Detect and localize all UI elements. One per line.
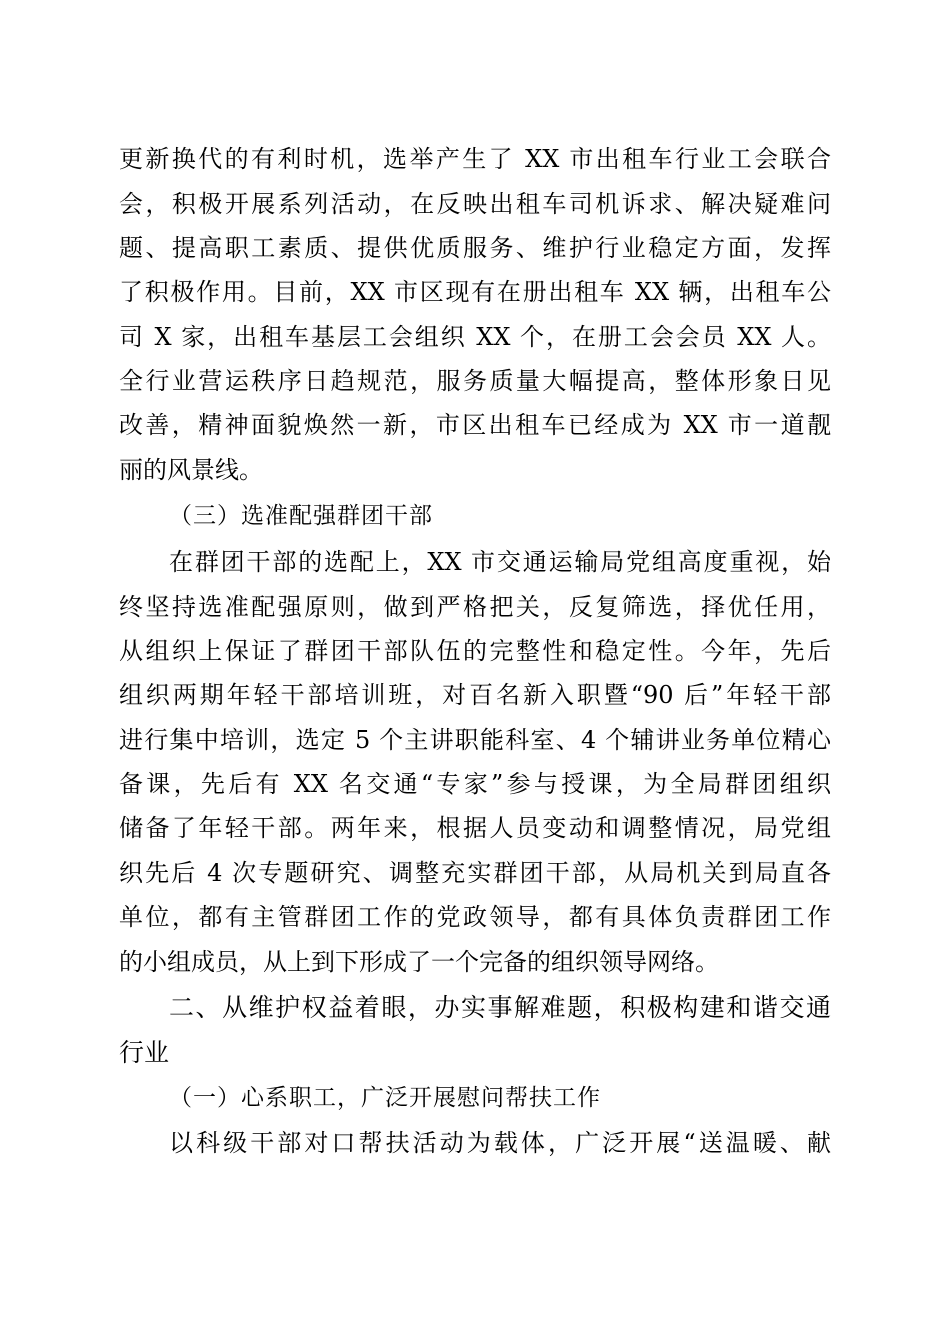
- paragraph-2-line-4: 组织两期年轻干部培训班，对百名新入职暨“90 后”年轻干部: [119, 681, 831, 709]
- paragraph-2-line-10: 的小组成员，从上到下形成了一个完备的组织领导网络。: [119, 948, 719, 976]
- section-heading-2-line-2: 行业: [119, 1038, 170, 1067]
- paragraph-2-line-5: 进行集中培训，选定 5 个主讲职能科室、4 个辅讲业务单位精心: [119, 726, 831, 754]
- paragraph-1-line-3: 题、提高职工素质、提供优质服务、维护行业稳定方面，发挥: [119, 234, 831, 262]
- paragraph-1-line-6: 全行业营运秩序日趋规范，服务质量大幅提高，整体形象日见: [119, 367, 831, 395]
- paragraph-1-line-2: 会，积极开展系列活动，在反映出租车司机诉求、解决疑难问: [119, 190, 831, 218]
- paragraph-2-line-7: 储备了年轻干部。两年来，根据人员变动和调整情况，局党组: [119, 814, 831, 842]
- section-heading-2-line-1: 二、从维护权益着眼，办实事解难题，积极构建和谐交通: [169, 993, 831, 1022]
- paragraph-2-line-1: 在群团干部的选配上，XX 市交通运输局党组高度重视，始: [169, 548, 831, 576]
- subheading-1: （一）心系职工，广泛开展慰问帮扶工作: [169, 1085, 601, 1111]
- paragraph-2-line-2: 终坚持选准配强原则，做到严格把关，反复筛选，择优任用，: [119, 593, 831, 621]
- paragraph-2-line-3: 从组织上保证了群团干部队伍的完整性和稳定性。今年，先后: [119, 637, 831, 665]
- subheading-3: （三）选准配强群团干部: [169, 503, 433, 529]
- paragraph-1-line-7: 改善，精神面貌焕然一新，市区出租车已经成为 XX 市一道靓: [119, 411, 831, 439]
- paragraph-2-line-8: 织先后 4 次专题研究、调整充实群团干部，从局机关到局直各: [119, 859, 831, 887]
- paragraph-1-line-4: 了积极作用。目前，XX 市区现有在册出租车 XX 辆，出租车公: [119, 278, 831, 306]
- paragraph-2-line-9: 单位，都有主管群团工作的党政领导，都有具体负责群团工作: [119, 903, 831, 931]
- paragraph-1-line-1: 更新换代的有利时机，选举产生了 XX 市出租车行业工会联合: [119, 145, 831, 173]
- paragraph-2-line-6: 备课，先后有 XX 名交通“专家”参与授课，为全局群团组织: [119, 770, 831, 798]
- paragraph-3-line-1: 以科级干部对口帮扶活动为载体，广泛开展“送温暖、献: [169, 1129, 831, 1157]
- paragraph-1-line-8: 丽的风景线。: [119, 456, 263, 484]
- paragraph-1-line-5: 司 X 家，出租车基层工会组织 XX 个，在册工会会员 XX 人。: [119, 323, 831, 351]
